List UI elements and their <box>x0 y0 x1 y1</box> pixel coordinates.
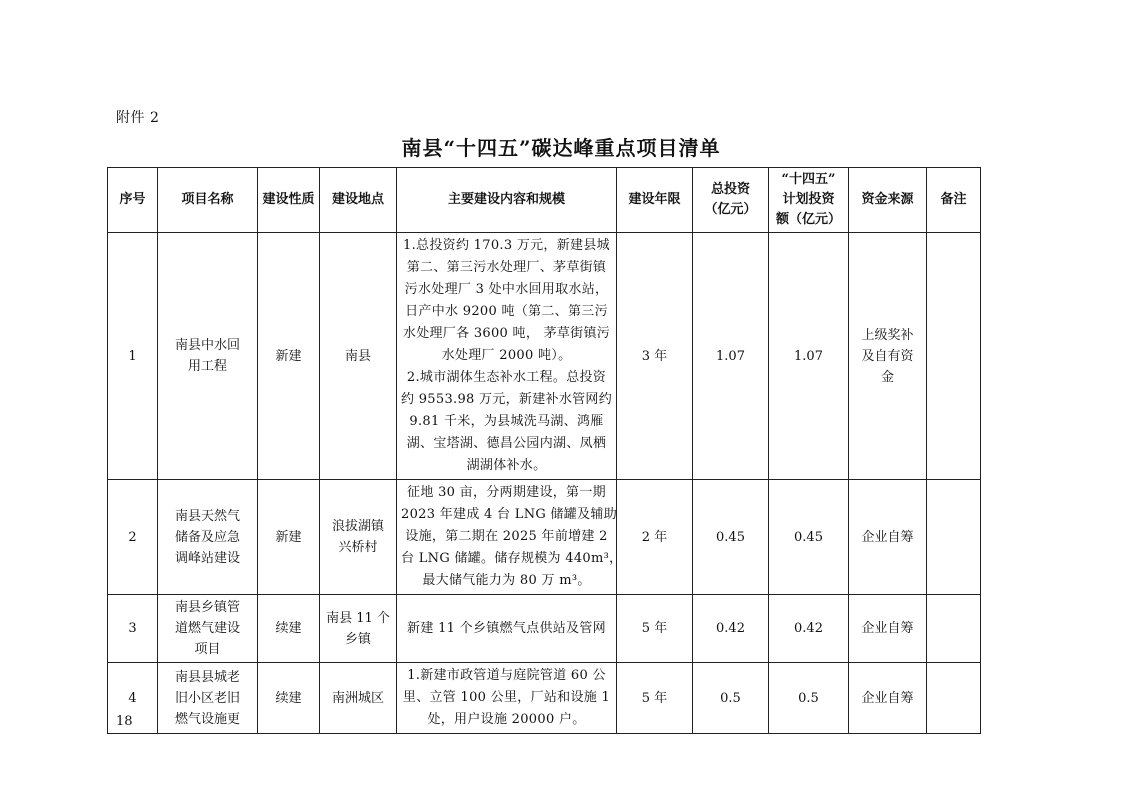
content-lines <box>401 665 612 731</box>
years-cell: 2 年 <box>617 480 693 595</box>
content-line: 设施，第二期在 2025 年前增建 2 <box>405 529 608 544</box>
content-lines <box>401 235 612 477</box>
total-investment-cell: 0.42 <box>693 595 769 663</box>
header-years: 建设年限 <box>617 168 693 233</box>
table-row <box>108 480 981 595</box>
header-plan-line-2: 计划投资 <box>782 192 835 207</box>
remarks-cell <box>927 233 981 480</box>
header-remarks: 备注 <box>927 168 981 233</box>
header-total-line-2: （亿元） <box>704 202 757 217</box>
project-name-line: 南县县城老 <box>174 669 240 685</box>
content-line: 最大储气能力为 80 万 m³。 <box>422 573 591 588</box>
project-name-cell <box>158 663 258 734</box>
location-line: 南县 11 个 <box>326 610 390 626</box>
table-row <box>108 595 981 663</box>
project-name-line: 用工程 <box>187 359 227 374</box>
total-investment-cell: 0.5 <box>693 663 769 734</box>
location-cell <box>320 663 397 734</box>
project-name-line: 南县乡镇管 <box>174 600 240 615</box>
header-seq: 序号 <box>108 168 158 233</box>
years-cell: 5 年 <box>617 663 693 734</box>
funding-cell <box>849 480 927 595</box>
content-lines <box>401 482 623 592</box>
nature-cell: 续建 <box>258 595 320 663</box>
nature-cell: 续建 <box>258 663 320 734</box>
content-line: 湖、宝塔湖、德昌公园内湖、凤栖 <box>406 436 607 451</box>
funding-line: 企业自筹 <box>861 529 914 545</box>
table-row <box>108 663 981 734</box>
document-title: 南县“十四五”碳达峰重点项目清单 <box>401 136 721 160</box>
content-line: 征地 30 亩，分两期建设，第一期 <box>407 485 606 500</box>
plan-investment-cell: 1.07 <box>769 233 849 480</box>
header-location: 建设地点 <box>320 168 397 233</box>
content-cell <box>397 663 617 734</box>
content-line: 水处理厂 2000 吨）。 <box>441 348 572 363</box>
content-line: 处，用户设施 20000 户。 <box>427 712 586 727</box>
funding-line: 企业自筹 <box>861 621 914 636</box>
project-name-line: 项目 <box>194 642 221 657</box>
seq-cell: 2 <box>108 480 158 595</box>
funding-line: 金 <box>880 369 894 385</box>
content-line: 约 9553.98 万元，新建补水管网约 <box>401 392 613 407</box>
project-name-line: 燃气设施更 <box>174 711 240 727</box>
project-name-cell <box>158 480 258 595</box>
content-line: 污水处理厂 3 处中水回用取水站， <box>404 282 609 297</box>
location-cell <box>320 595 397 663</box>
location-line: 南县 <box>344 348 371 364</box>
funding-line: 上级奖补 <box>861 327 914 343</box>
attachment-label: 附件 2 <box>116 110 160 126</box>
content-line: 9.81 千米，为县城洗马湖、鸿雁 <box>409 414 604 429</box>
header-nature: 建设性质 <box>258 168 320 233</box>
content-cell <box>397 233 617 480</box>
location-line: 乡镇 <box>344 631 371 647</box>
location-line: 南洲城区 <box>331 690 384 706</box>
project-list-table <box>107 167 981 734</box>
seq-cell: 4 <box>108 663 158 734</box>
content-line: 新建 11 个乡镇燃气点供站及管网 <box>407 620 606 636</box>
table-body <box>108 233 981 734</box>
table-header-row <box>108 168 981 233</box>
remarks-cell <box>927 480 981 595</box>
project-name-line: 南县中水回 <box>174 338 240 353</box>
content-line: 台 LNG 储罐。储存规模为 440m³， <box>401 551 623 566</box>
project-name-line: 道燃气建设 <box>174 621 240 636</box>
funding-cell <box>849 233 927 480</box>
page-number: 18 <box>116 714 133 729</box>
funding-cell <box>849 595 927 663</box>
content-cell <box>397 595 617 663</box>
header-plan-line-1: “十四五” <box>781 172 836 187</box>
content-line: 第二、第三污水处理厂、茅草街镇 <box>406 260 607 275</box>
content-line: 2023 年建成 4 台 LNG 储罐及辅助 <box>401 507 618 522</box>
plan-investment-cell: 0.42 <box>769 595 849 663</box>
total-investment-cell: 0.45 <box>693 480 769 595</box>
seq-cell: 3 <box>108 595 158 663</box>
header-total-line-1: 总投资 <box>710 182 750 197</box>
content-cell <box>397 480 623 595</box>
plan-investment-cell: 0.45 <box>769 480 849 595</box>
content-line: 水处理厂各 3600 吨， 茅草街镇污 <box>402 326 611 341</box>
project-name-line: 调峰站建设 <box>174 550 240 566</box>
funding-line: 企业自筹 <box>861 690 914 706</box>
nature-cell: 新建 <box>258 480 320 595</box>
header-plan-investment <box>769 168 849 233</box>
header-total-investment <box>693 168 769 233</box>
content-line: 日产中水 9200 吨（第二、第三污 <box>405 304 608 319</box>
content-lines <box>401 618 612 640</box>
header-content: 主要建设内容和规模 <box>397 168 617 233</box>
location-cell <box>320 233 397 480</box>
project-name-line: 南县天然气 <box>174 508 240 524</box>
project-name-cell <box>158 233 258 480</box>
funding-cell <box>849 663 927 734</box>
remarks-cell <box>927 595 981 663</box>
header-plan-line-3: 额（亿元） <box>775 212 841 227</box>
location-line: 浪拔湖镇 <box>331 519 384 534</box>
project-name-cell <box>158 595 258 663</box>
remarks-cell <box>927 663 981 734</box>
header-funding: 资金来源 <box>849 168 927 233</box>
project-name-line: 旧小区老旧 <box>174 690 240 706</box>
location-cell <box>320 480 397 595</box>
header-project-name: 项目名称 <box>158 168 258 233</box>
content-line: 里、立管 100 公里，厂站和设施 1 <box>402 690 611 705</box>
years-cell: 5 年 <box>617 595 693 663</box>
funding-line: 及自有资 <box>861 348 914 364</box>
content-line: 1.总投资约 170.3 万元，新建县城 <box>403 238 610 253</box>
nature-cell: 新建 <box>258 233 320 480</box>
years-cell: 3 年 <box>617 233 693 480</box>
content-line: 2.城市湖体生态补水工程。总投资 <box>406 370 607 385</box>
content-line: 1.新建市政管道与庭院管道 60 公 <box>407 668 606 683</box>
content-line: 湖湖体补水。 <box>466 458 547 473</box>
location-line: 兴桥村 <box>338 540 378 555</box>
table-row <box>108 233 981 480</box>
total-investment-cell: 1.07 <box>693 233 769 480</box>
project-name-line: 储备及应急 <box>174 529 240 545</box>
seq-cell: 1 <box>108 233 158 480</box>
plan-investment-cell: 0.5 <box>769 663 849 734</box>
